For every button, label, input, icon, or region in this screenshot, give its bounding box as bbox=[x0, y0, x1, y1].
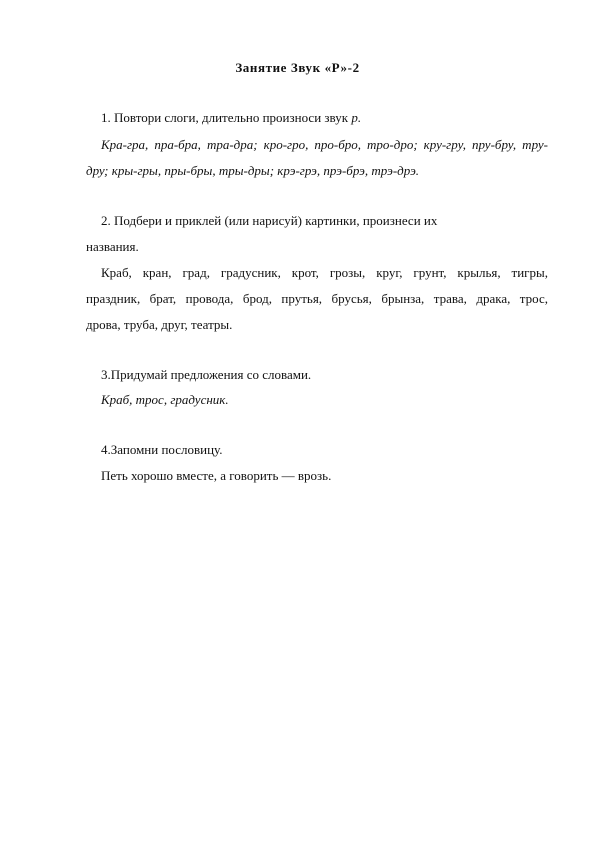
task1-heading bbox=[101, 110, 361, 126]
task3-heading: 3.Придумай предложения со словами. bbox=[101, 367, 312, 382]
task4-proverb: Петь хорошо вместе, а говорить — врозь. bbox=[101, 468, 332, 483]
task2-words-line1: Краб, кран, град, градусник, крот, грозы, круг, грунт, крылья, тигры, bbox=[101, 265, 548, 280]
task1-syllables-line2: дру; кры-гры, пры-бры, тры-дры; крэ-грэ, прэ-брэ, трэ-дрэ. bbox=[86, 163, 420, 178]
page-title: Занятие Звук «Р»-2 bbox=[235, 60, 360, 75]
task1-heading-text: 1. Повтори слоги, длительно произноси звук bbox=[101, 110, 352, 125]
task2-words-line2: праздник, брат, провода, брод, прутья, брусья, брынза, трава, драка, трос, bbox=[86, 291, 548, 306]
task3-words: Краб, трос, градусник. bbox=[101, 392, 229, 407]
task2-heading-line1: 2. Подбери и приклей (или нарисуй) картинки, произнеси их bbox=[101, 213, 438, 228]
task2-heading-line2: названия. bbox=[86, 239, 139, 254]
task2-words-line3: дрова, труба, друг, театры. bbox=[86, 317, 233, 332]
task4-heading: 4.Запомни пословицу. bbox=[101, 442, 223, 457]
task1-sound: р. bbox=[351, 110, 362, 125]
task1-syllables-line1: Кра-гра, пра-бра, тра-дра; кро-гро, про-бро, тро-дро; кру-гру, пру-бру, тру- bbox=[101, 137, 548, 152]
